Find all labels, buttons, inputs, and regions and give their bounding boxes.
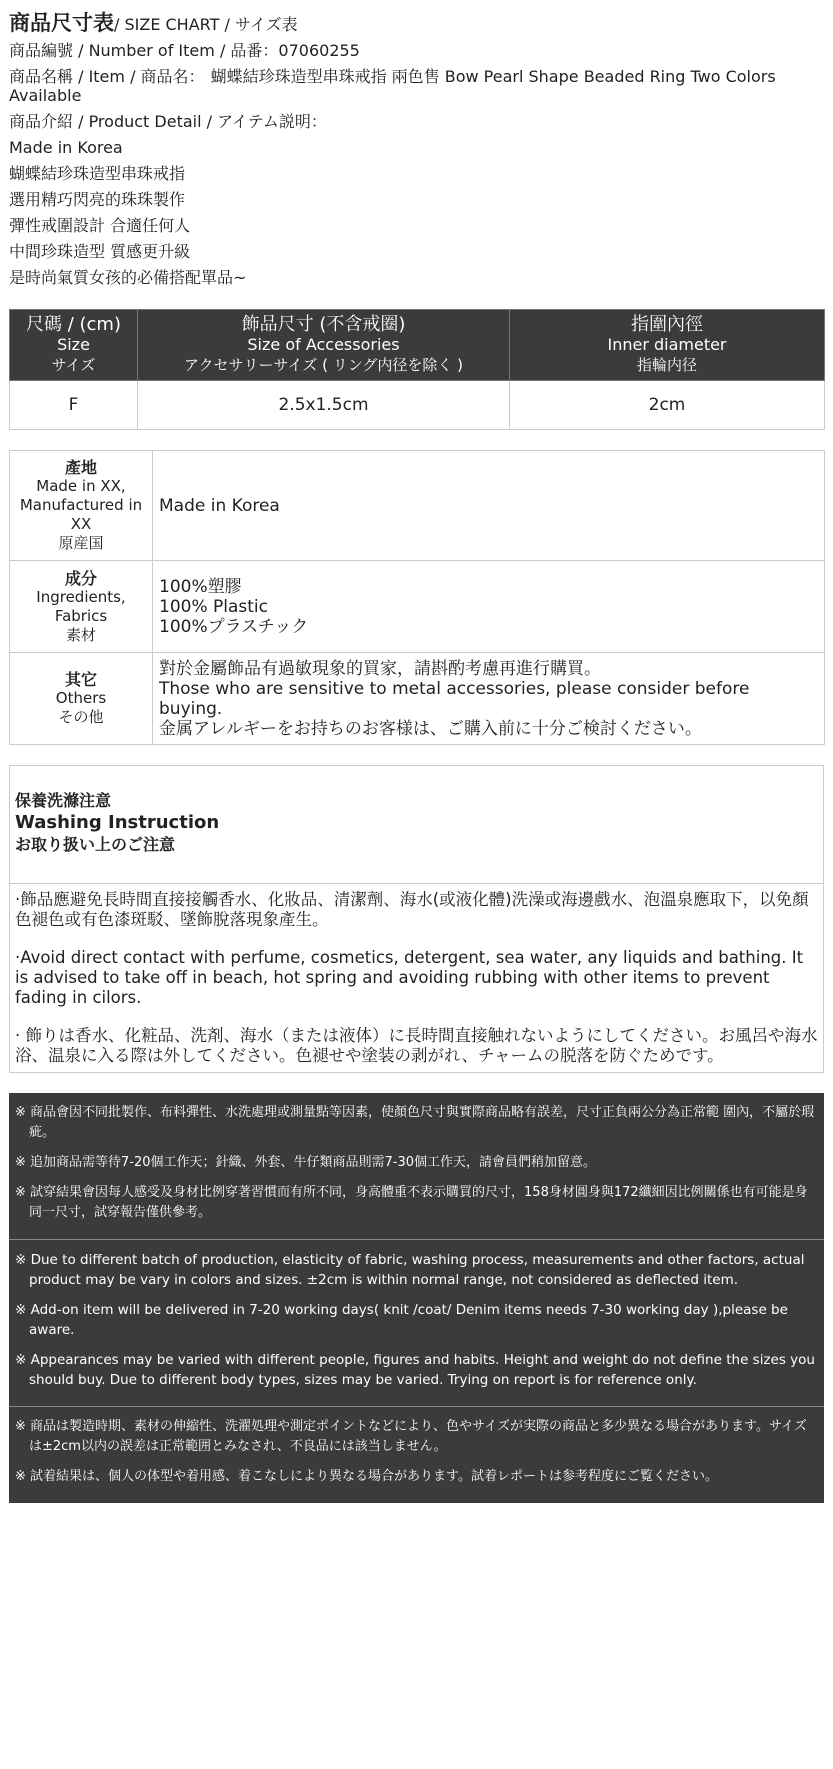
notice-item: ※ 追加商品需等待7-20個工作天；針織、外套、牛仔類商品則需7-30個工作天，請會員們稍加留意。	[15, 1155, 597, 1170]
inner-diameter-header: 指圍內徑 Inner diameter 指輪内径	[510, 310, 825, 381]
material-value: 100%塑膠 100% Plastic 100%プラスチック	[153, 561, 825, 653]
accessory-size-header: 飾品尺寸 (不含戒圈) Size of Accessories アクセサリーサイズ ( リング内径を除く )	[138, 310, 510, 381]
inner-diameter-cell: 2cm	[510, 381, 825, 430]
detail-line: Made in Korea	[9, 138, 123, 157]
item-number: 商品編號 / Number of Item / 品番：07060255	[9, 41, 360, 60]
notice-item: ※ 商品會因不同批製作、布料彈性、水洗處理或測量點等因素，使顏色尺寸與實際商品略有誤差，尺寸正負兩公分為正常範 圍內，不屬於瑕疵。	[15, 1105, 815, 1140]
washing-body	[10, 884, 823, 1072]
product-detail-lines	[9, 135, 824, 291]
size-chart-page	[9, 10, 824, 1503]
notice-item: ※ Appearances may be varied with different people, figures and habits. Height and weight do not define the sizes you should buy. Due to different body types, sizes may be varied. Trying on report is for reference only.	[15, 1352, 815, 1388]
notice-item: ※ 試着結果は、個人の体型や着用感、着こなしにより異なる場合があります。試着レポートは参考程度にご覧ください。	[15, 1469, 718, 1484]
size-header: 尺碼 / (cm) Size サイズ	[10, 310, 138, 381]
notice-item: ※ Due to different batch of production, elasticity of fabric, washing process, measurements and other factors, actual product may be vary in colors and sizes. ±2cm is within normal range, not considered as deflected item.	[15, 1252, 805, 1288]
notice-item: ※ Add-on item will be delivered in 7-20 working days( knit /coat/ Denim items needs 7-30 working day ),please be aware.	[15, 1302, 788, 1338]
notice-item: ※ 商品は製造時期、素材の伸縮性、洗濯処理や測定ポイントなどにより、色やサイズが実際の商品と多少異なる場合があります。サイズは±2cm以内の誤差は正常範囲とみなされ、不良品には該当しません。	[15, 1419, 807, 1454]
origin-row	[10, 451, 825, 561]
product-detail-label: 商品介紹 / Product Detail / アイテム説明：	[9, 112, 327, 131]
size-table	[9, 309, 825, 430]
notice-box	[9, 1093, 824, 1503]
washing-paragraph: · 飾りは香水、化粧品、洗剤、海水（または液体）に長時間直接触れないようにしてください。お風呂や海水浴、温泉に入る際は外してください。色褪せや塗装の剥がれ、チャームの脱落を防ぐためです。	[15, 1026, 818, 1065]
table-row	[10, 381, 825, 430]
other-value: 對於金屬飾品有過敏現象的買家，請斟酌考慮再進行購買。 Those who are sensitive to metal accessories, please consider before buying. 金属アレルギーをお持ちのお客様は、ご購入前に十分ご検討ください。	[153, 653, 825, 745]
other-row	[10, 653, 825, 745]
detail-line: 蝴蝶結珍珠造型串珠戒指	[9, 164, 186, 183]
detail-line: 選用精巧閃亮的珠珠製作	[9, 190, 186, 209]
washing-paragraph: ·Avoid direct contact with perfume, cosmetics, detergent, sea water, any liquids and bathing. It is advised to take off in beach, hot spring and avoiding rubbing with other items to prevent fading in cilors.	[15, 948, 804, 1007]
item-name: 商品名稱 / Item / 商品名： 蝴蝶結珍珠造型串珠戒指 兩色售 Bow Pearl Shape Beaded Ring Two Colors Available	[9, 67, 776, 105]
washing-instruction-box	[9, 765, 824, 1073]
size-cell: F	[10, 381, 138, 430]
material-row	[10, 561, 825, 653]
page-title: 商品尺寸表/ SIZE CHART / サイズ表	[9, 11, 298, 35]
washing-paragraph: ·飾品應避免長時間直接接觸香水、化妝品、清潔劑、海水(或液化體)洗澡或海邊戲水、泡溫泉應取下，以免顏色褪色或有色漆斑駁、墜飾脫落現象產生。	[15, 890, 809, 929]
info-table	[9, 450, 825, 745]
origin-key: 產地 Made in XX, Manufactured in XX 原産国	[10, 451, 153, 561]
accessory-size-cell: 2.5x1.5cm	[138, 381, 510, 430]
product-header	[9, 10, 824, 291]
detail-line: 中間珍珠造型 質感更升級	[9, 242, 191, 261]
washing-title: 保養洗滌注意 Washing Instruction お取り扱い上のご注意	[10, 766, 823, 884]
detail-line: 是時尚氣質女孩的必備搭配單品~	[9, 268, 247, 287]
notice-ja	[9, 1407, 824, 1503]
material-key: 成分 Ingredients, Fabrics 素材	[10, 561, 153, 653]
origin-value: Made in Korea	[153, 451, 825, 561]
detail-line: 彈性戒圍設計 合適任何人	[9, 216, 191, 235]
other-key: 其它 Others その他	[10, 653, 153, 745]
notice-item: ※ 試穿結果會因每人感受及身材比例穿著習慣而有所不同，身高體重不表示購買的尺寸，158身材圓身與172纖細因比例關係也有可能是身同一尺寸，試穿報告僅供參考。	[15, 1185, 808, 1220]
notice-zh	[9, 1093, 824, 1240]
notice-en	[9, 1240, 824, 1407]
